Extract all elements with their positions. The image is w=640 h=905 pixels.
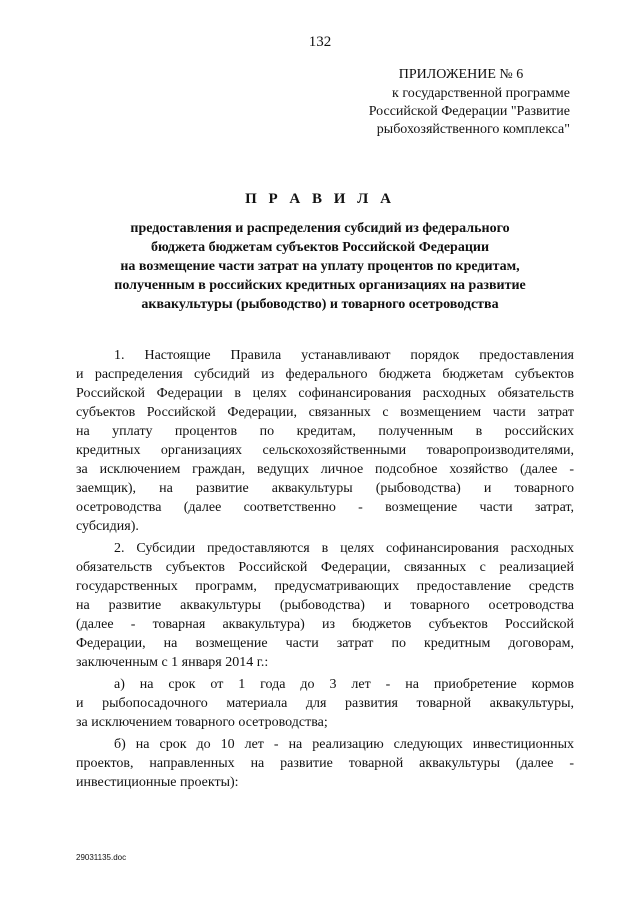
body-line: кредитных организациях сельскохозяйственными товаропроизводителями, <box>76 443 574 458</box>
body-line: инвестиционные проекты): <box>76 775 239 790</box>
appendix-head: ПРИЛОЖЕНИЕ № 6 <box>398 67 524 82</box>
body-line: субсидия). <box>76 519 139 534</box>
body-line: б) на срок до 10 лет - на реализацию следующих инвестиционных <box>114 737 574 752</box>
document-title: П Р А В И Л А <box>245 191 395 207</box>
subtitle-line: на возмещение части затрат на уплату процентов по кредитам, <box>120 259 520 274</box>
appendix-line: Российской Федерации "Развитие <box>368 104 570 119</box>
body-line: Федерации, на возмещение части затрат по кредитным договорам, <box>76 636 574 651</box>
paragraph-2b <box>76 735 574 792</box>
appendix-line: к государственной программе <box>392 86 570 101</box>
body-line: осетроводства (далее соответственно - возмещение части затрат, <box>76 500 574 515</box>
body-line: за исключением граждан, ведущих личное подсобное хозяйство (далее - <box>76 462 574 477</box>
body-line: проектов, направленных на развитие товарной аквакультуры (далее - <box>76 756 574 771</box>
body-line: заемщик), на развитие аквакультуры (рыбоводства) и товарного <box>76 481 574 496</box>
subtitle-line: предоставления и распределения субсидий из федерального <box>130 221 510 236</box>
document-subtitle <box>60 219 580 314</box>
paragraph-2 <box>76 539 574 672</box>
subtitle-line: бюджета бюджетам субъектов Российской Федерации <box>150 240 490 255</box>
body-line: Российской Федерации в целях софинансирования расходных обязательств <box>76 386 574 401</box>
file-name-footer: 29031135.doc <box>76 853 127 862</box>
appendix-line: рыбохозяйственного комплекса" <box>376 122 570 137</box>
page-number: 132 <box>308 34 332 50</box>
body-line: а) на срок от 1 года до 3 лет - на приобретение кормов <box>114 677 574 692</box>
body-line: заключенным с 1 января 2014 г.: <box>76 655 269 670</box>
body-line: 1. Настоящие Правила устанавливают порядок предоставления <box>114 348 574 363</box>
body-line: на развитие аквакультуры (рыбоводства) и товарного осетроводства <box>76 598 574 613</box>
body-line: за исключением товарного осетроводства; <box>76 715 328 730</box>
body-line: и рыбопосадочного материала для развития товарной аквакультуры, <box>76 696 574 711</box>
subtitle-line: аквакультуры (рыбоводство) и товарного осетроводства <box>141 297 499 312</box>
body-line: государственных программ, предусматривающих предоставление средств <box>76 579 574 594</box>
body-line: субъектов Российской Федерации, связанных с возмещением части затрат <box>76 405 574 420</box>
body-line: на уплату процентов по кредитам, полученным в российских <box>76 424 574 439</box>
body-line: и распределения субсидий из федерального бюджета бюджетам субъектов <box>76 367 574 382</box>
body-line: 2. Субсидии предоставляются в целях софинансирования расходных <box>114 541 574 556</box>
paragraph-1 <box>76 346 574 536</box>
document-body <box>76 346 574 795</box>
appendix-block <box>330 66 570 139</box>
body-line: (далее - товарная аквакультура) из бюджетов субъектов Российской <box>76 617 574 632</box>
body-line: обязательств субъектов Российской Федерации, связанных с реализацией <box>76 560 574 575</box>
paragraph-2a <box>76 675 574 732</box>
subtitle-line: полученным в российских кредитных организациях на развитие <box>114 278 526 293</box>
